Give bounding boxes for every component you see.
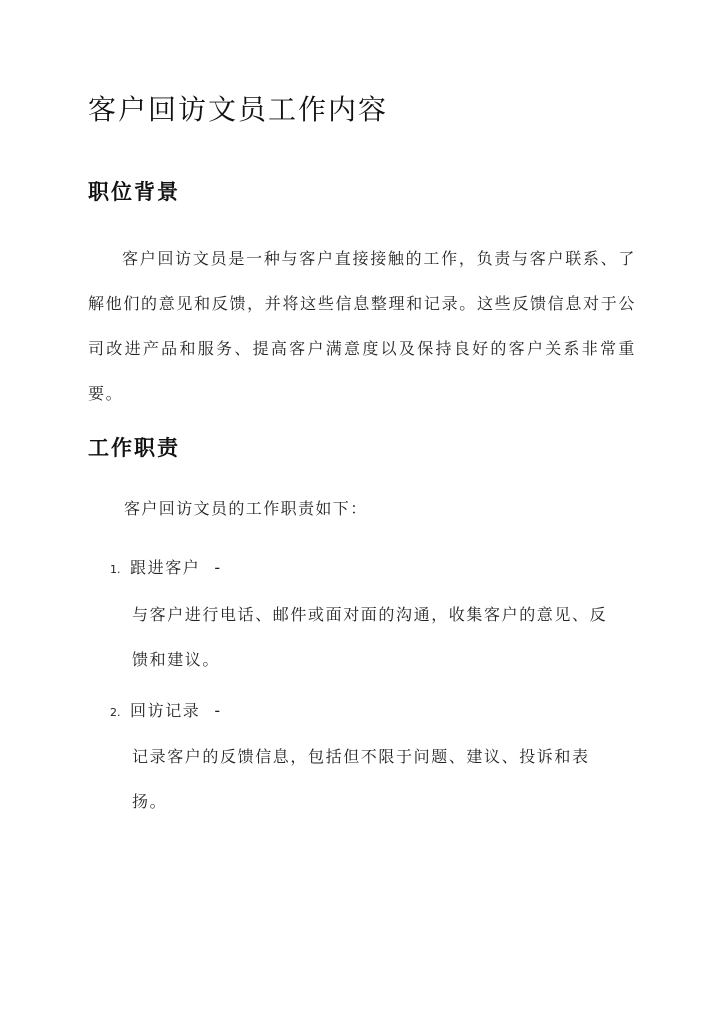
list-item-title: 回访记录 — [130, 701, 201, 720]
list-item-number: 2. — [110, 706, 121, 719]
section-heading-background: 职位背景 — [88, 179, 180, 204]
list-item-title: 跟进客户 — [130, 558, 201, 577]
list-item-heading — [110, 555, 222, 578]
list-item-number: 1. — [110, 563, 121, 576]
duties-intro: 客户回访文员的工作职责如下： — [124, 499, 368, 518]
list-item-description: 与客户进行电话、邮件或面对面的沟通，收集客户的意见、反馈和建议。 — [132, 605, 608, 669]
background-paragraph: 客户回访文员是一种与客户直接接触的工作，负责与客户联系、了解他们的意见和反馈，并将这些信息整理和记录。这些反馈信息对于公司改进产品和服务、提高客户满意度以及保持良好的客户关系非常重要。 — [88, 249, 636, 403]
list-item-dash: - — [214, 701, 222, 720]
section-heading-duties: 工作职责 — [88, 435, 180, 460]
list-item-heading — [110, 698, 222, 721]
list-item-dash: - — [214, 558, 222, 577]
list-item-description: 记录客户的反馈信息，包括但不限于问题、建议、投诉和表扬。 — [132, 747, 590, 811]
page-title: 客户回访文员工作内容 — [88, 93, 389, 126]
